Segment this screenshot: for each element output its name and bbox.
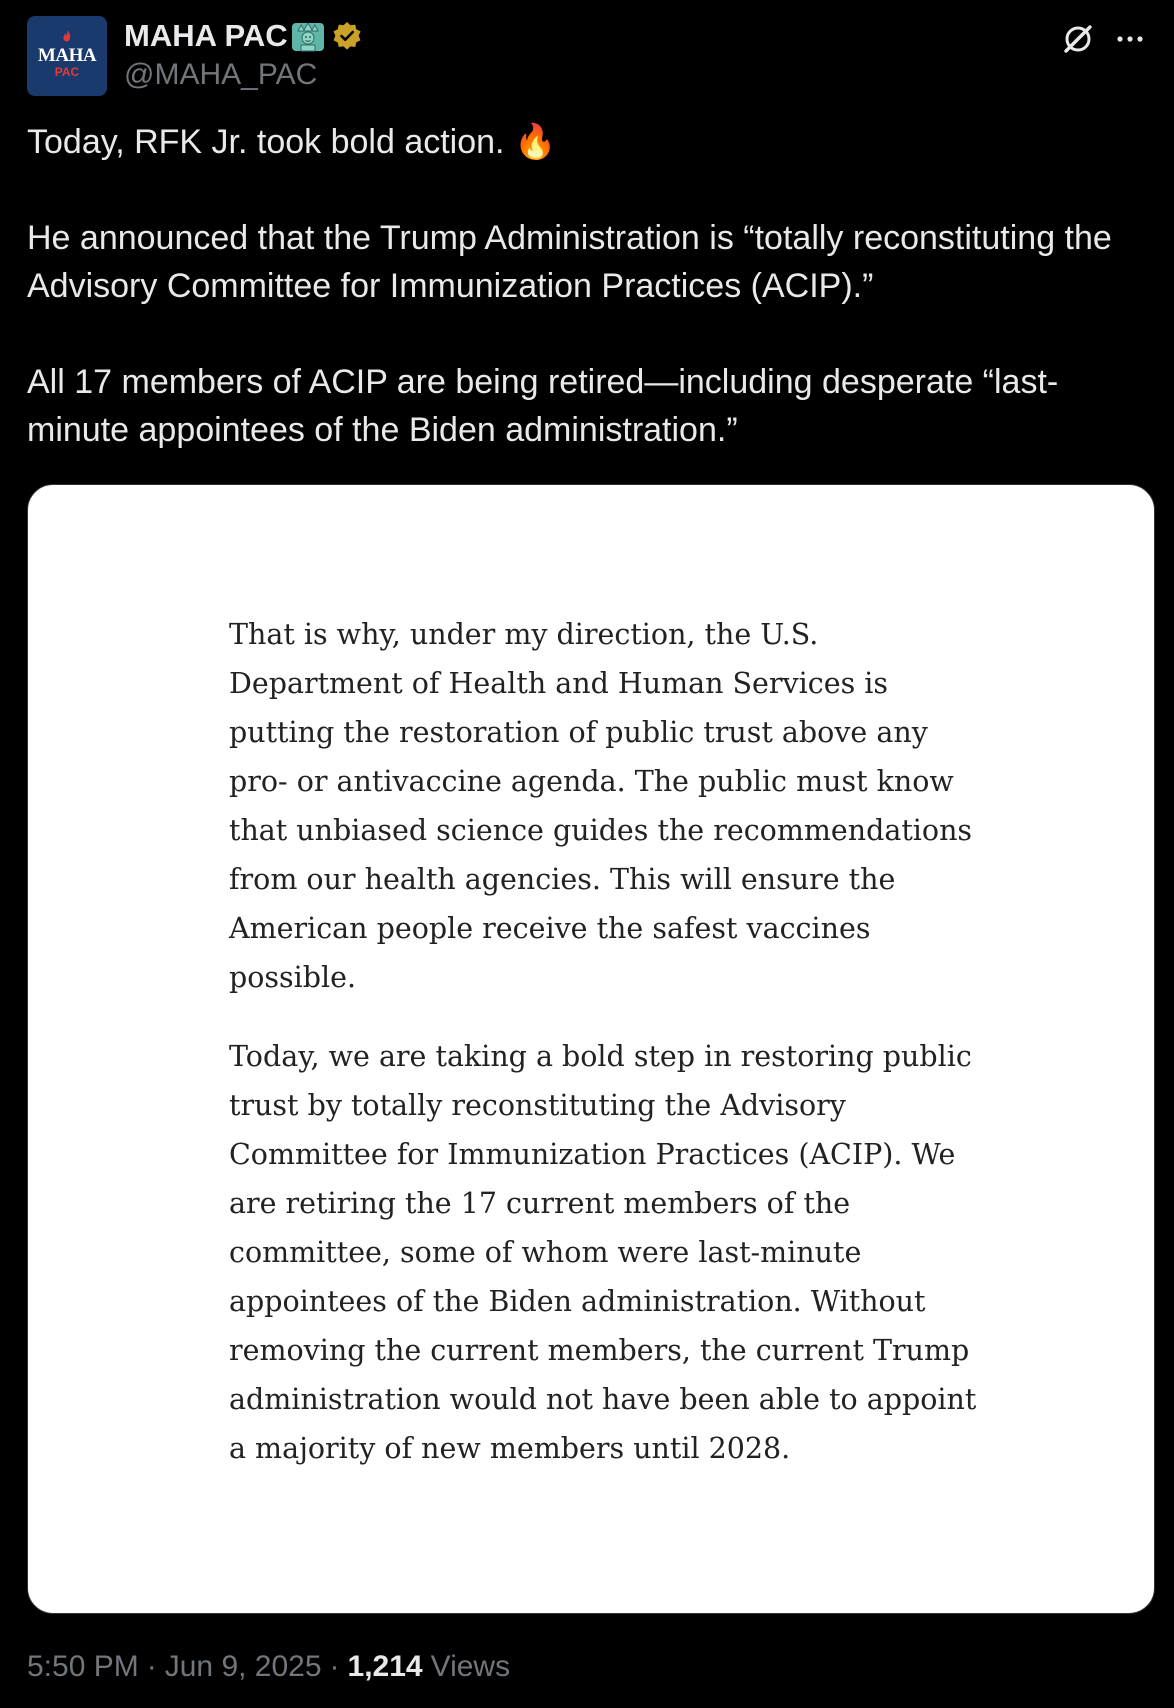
article-excerpt <box>229 610 989 1473</box>
post-date[interactable]: Jun 9, 2025 <box>164 1650 322 1683</box>
avatar-text-pac: PAC <box>54 65 80 79</box>
statue-of-liberty-icon <box>290 19 326 53</box>
post-header <box>27 16 1147 96</box>
display-name[interactable]: MAHA PAC <box>124 18 288 53</box>
post-text-line2: He announced that the Trump Administration is “totally reconstituting the Advisory Committee for Immunization Practices (ACIP).” <box>27 219 1112 305</box>
post-text-line3: All 17 members of ACIP are being retired—including desperate “last-minute appointees of the Biden administration.” <box>27 363 1059 449</box>
separator-dot: · <box>329 1650 340 1683</box>
post-text-line1: Today, RFK Jr. took bold action. 🔥 <box>27 123 557 161</box>
avatar-text-maha: MAHA <box>37 45 97 66</box>
media-card[interactable] <box>27 484 1155 1614</box>
verified-badge-icon[interactable] <box>332 21 362 51</box>
grok-icon[interactable] <box>1061 22 1095 56</box>
top-actions <box>1061 22 1147 56</box>
views-label: Views <box>430 1650 511 1683</box>
views-count: 1,214 <box>347 1650 423 1683</box>
article-paragraph-1: That is why, under my direction, the U.S. Department of Health and Human Services is putting the restoration of public trust above any pro- or antivaccine agenda. The public must know that unbiased science guides the recommendations from our health agencies. This will ensure the American people receive the safest vaccines possible. <box>229 618 973 994</box>
post-time[interactable]: 5:50 PM <box>27 1650 139 1683</box>
post-text <box>27 118 1137 454</box>
article-paragraph-2: Today, we are taking a bold step in restoring public trust by totally reconstituting the Advisory Committee for Immunization Practices (ACIP). We are retiring the 17 current members of the committee, some of whom were last-minute appointees of the Biden administration. Without removing the current members, the current Trump administration would not have been able to appoint a majority of new members until 2028. <box>229 1040 977 1465</box>
separator-dot: · <box>146 1650 157 1683</box>
handle[interactable]: @MAHA_PAC <box>124 58 318 91</box>
post-meta <box>27 1650 510 1684</box>
more-icon[interactable] <box>1113 22 1147 56</box>
avatar[interactable] <box>27 16 107 96</box>
flame-logo-icon <box>60 29 74 46</box>
name-row <box>124 18 362 54</box>
